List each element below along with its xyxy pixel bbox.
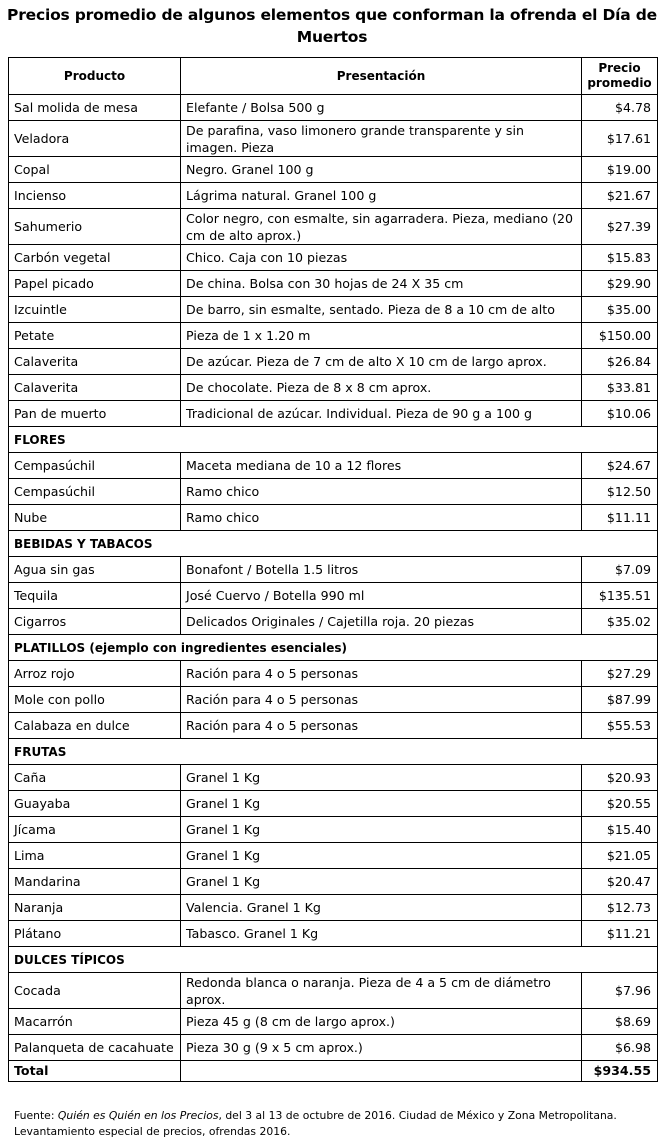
price-cell: $10.06 xyxy=(582,401,658,427)
presentation-cell: Ración para 4 o 5 personas xyxy=(181,661,582,687)
product-cell: Lima xyxy=(9,843,181,869)
product-cell: Sahumerio xyxy=(9,209,181,245)
header-price-line2: promedio xyxy=(587,76,652,90)
section-row xyxy=(9,739,658,765)
source-line2: Levantamiento especial de precios, ofrendas 2016. xyxy=(14,1125,291,1138)
table-row xyxy=(9,921,658,947)
table-row xyxy=(9,453,658,479)
header-product: Producto xyxy=(9,58,181,95)
total-label: Total xyxy=(9,1061,181,1082)
section-row xyxy=(9,427,658,453)
section-row xyxy=(9,531,658,557)
table-row xyxy=(9,765,658,791)
product-cell: Cempasúchil xyxy=(9,479,181,505)
price-cell: $150.00 xyxy=(582,323,658,349)
table-row xyxy=(9,1009,658,1035)
table-row xyxy=(9,973,658,1009)
product-cell: Tequila xyxy=(9,583,181,609)
price-cell: $20.47 xyxy=(582,869,658,895)
price-cell: $20.93 xyxy=(582,765,658,791)
table-row xyxy=(9,297,658,323)
presentation-cell: Redonda blanca o naranja. Pieza de 4 a 5 cm de diámetro aprox. xyxy=(181,973,582,1009)
product-cell: Mole con pollo xyxy=(9,687,181,713)
product-cell: Copal xyxy=(9,157,181,183)
table-row xyxy=(9,687,658,713)
table-row xyxy=(9,713,658,739)
price-cell: $12.73 xyxy=(582,895,658,921)
section-label: FLORES xyxy=(9,427,658,453)
price-cell: $35.02 xyxy=(582,609,658,635)
source-prefix: Fuente: xyxy=(14,1109,58,1122)
product-cell: Cempasúchil xyxy=(9,453,181,479)
price-cell: $12.50 xyxy=(582,479,658,505)
presentation-cell: Pieza 30 g (9 x 5 cm aprox.) xyxy=(181,1035,582,1061)
table-row xyxy=(9,401,658,427)
product-cell: Calaverita xyxy=(9,375,181,401)
table-row xyxy=(9,209,658,245)
presentation-cell: Tradicional de azúcar. Individual. Pieza de 90 g a 100 g xyxy=(181,401,582,427)
presentation-cell: De azúcar. Pieza de 7 cm de alto X 10 cm de largo aprox. xyxy=(181,349,582,375)
presentation-cell: De barro, sin esmalte, sentado. Pieza de 8 a 10 cm de alto xyxy=(181,297,582,323)
table-row xyxy=(9,583,658,609)
price-cell: $17.61 xyxy=(582,121,658,157)
presentation-cell: Bonafont / Botella 1.5 litros xyxy=(181,557,582,583)
price-cell: $135.51 xyxy=(582,583,658,609)
table-row xyxy=(9,843,658,869)
product-cell: Macarrón xyxy=(9,1009,181,1035)
table-row xyxy=(9,375,658,401)
table-row xyxy=(9,271,658,297)
total-price: $934.55 xyxy=(582,1061,658,1082)
product-cell: Izcuintle xyxy=(9,297,181,323)
source-italic: Quién es Quién en los Precios xyxy=(57,1109,219,1122)
presentation-cell: Ramo chico xyxy=(181,479,582,505)
product-cell: Sal molida de mesa xyxy=(9,95,181,121)
presentation-cell: Lágrima natural. Granel 100 g xyxy=(181,183,582,209)
section-label: FRUTAS xyxy=(9,739,658,765)
product-cell: Palanqueta de cacahuate xyxy=(9,1035,181,1061)
presentation-cell: José Cuervo / Botella 990 ml xyxy=(181,583,582,609)
presentation-cell: De china. Bolsa con 30 hojas de 24 X 35 cm xyxy=(181,271,582,297)
product-cell: Nube xyxy=(9,505,181,531)
table-row xyxy=(9,323,658,349)
product-cell: Incienso xyxy=(9,183,181,209)
table-row xyxy=(9,791,658,817)
header-price-line1: Precio xyxy=(598,61,641,75)
price-cell: $26.84 xyxy=(582,349,658,375)
table-body xyxy=(9,95,658,1061)
price-cell: $55.53 xyxy=(582,713,658,739)
product-cell: Caña xyxy=(9,765,181,791)
presentation-cell: Granel 1 Kg xyxy=(181,791,582,817)
table-row xyxy=(9,157,658,183)
price-cell: $29.90 xyxy=(582,271,658,297)
table-row xyxy=(9,121,658,157)
table-row xyxy=(9,869,658,895)
table-row xyxy=(9,661,658,687)
presentation-cell: Negro. Granel 100 g xyxy=(181,157,582,183)
table-row xyxy=(9,505,658,531)
section-row xyxy=(9,635,658,661)
presentation-cell: Granel 1 Kg xyxy=(181,843,582,869)
presentation-cell: Pieza 45 g (8 cm de largo aprox.) xyxy=(181,1009,582,1035)
price-cell: $6.98 xyxy=(582,1035,658,1061)
table-row xyxy=(9,895,658,921)
price-cell: $19.00 xyxy=(582,157,658,183)
product-cell: Pan de muerto xyxy=(9,401,181,427)
presentation-cell: Color negro, con esmalte, sin agarradera. Pieza, mediano (20 cm de alto aprox.) xyxy=(181,209,582,245)
header-presentation: Presentación xyxy=(181,58,582,95)
presentation-cell: Tabasco. Granel 1 Kg xyxy=(181,921,582,947)
price-cell: $21.67 xyxy=(582,183,658,209)
presentation-cell: Chico. Caja con 10 piezas xyxy=(181,245,582,271)
total-empty-cell xyxy=(181,1061,582,1082)
presentation-cell: Ración para 4 o 5 personas xyxy=(181,713,582,739)
table-row xyxy=(9,817,658,843)
product-cell: Calabaza en dulce xyxy=(9,713,181,739)
section-label: BEBIDAS Y TABACOS xyxy=(9,531,658,557)
price-cell: $27.39 xyxy=(582,209,658,245)
price-cell: $20.55 xyxy=(582,791,658,817)
price-cell: $33.81 xyxy=(582,375,658,401)
table-header-row xyxy=(9,58,658,95)
price-cell: $8.69 xyxy=(582,1009,658,1035)
product-cell: Carbón vegetal xyxy=(9,245,181,271)
table-row xyxy=(9,95,658,121)
price-cell: $15.83 xyxy=(582,245,658,271)
table-row xyxy=(9,183,658,209)
product-cell: Petate xyxy=(9,323,181,349)
source-note xyxy=(14,1108,654,1140)
product-cell: Papel picado xyxy=(9,271,181,297)
price-cell: $21.05 xyxy=(582,843,658,869)
product-cell: Naranja xyxy=(9,895,181,921)
price-cell: $7.09 xyxy=(582,557,658,583)
table-row xyxy=(9,479,658,505)
price-cell: $11.11 xyxy=(582,505,658,531)
price-cell: $24.67 xyxy=(582,453,658,479)
presentation-cell: Granel 1 Kg xyxy=(181,765,582,791)
table-title: Precios promedio de algunos elementos que conforman la ofrenda el Día de Muertos xyxy=(7,6,657,46)
product-cell: Jícama xyxy=(9,817,181,843)
presentation-cell: Ración para 4 o 5 personas xyxy=(181,687,582,713)
product-cell: Mandarina xyxy=(9,869,181,895)
presentation-cell: Valencia. Granel 1 Kg xyxy=(181,895,582,921)
presentation-cell: Granel 1 Kg xyxy=(181,817,582,843)
presentation-cell: De chocolate. Pieza de 8 x 8 cm aprox. xyxy=(181,375,582,401)
price-cell: $7.96 xyxy=(582,973,658,1009)
product-cell: Cocada xyxy=(9,973,181,1009)
product-cell: Arroz rojo xyxy=(9,661,181,687)
section-label: DULCES TÍPICOS xyxy=(9,947,658,973)
table-row xyxy=(9,557,658,583)
presentation-cell: Elefante / Bolsa 500 g xyxy=(181,95,582,121)
product-cell: Cigarros xyxy=(9,609,181,635)
table-row xyxy=(9,609,658,635)
table-row xyxy=(9,245,658,271)
section-row xyxy=(9,947,658,973)
product-cell: Plátano xyxy=(9,921,181,947)
table-row xyxy=(9,1035,658,1061)
table-row xyxy=(9,349,658,375)
product-cell: Agua sin gas xyxy=(9,557,181,583)
total-row xyxy=(9,1061,658,1082)
source-suffix: , del 3 al 13 de octubre de 2016. Ciudad de México y Zona Metropolitana. xyxy=(218,1109,617,1122)
presentation-cell: Ramo chico xyxy=(181,505,582,531)
product-cell: Calaverita xyxy=(9,349,181,375)
product-cell: Veladora xyxy=(9,121,181,157)
presentation-cell: Maceta mediana de 10 a 12 flores xyxy=(181,453,582,479)
price-cell: $15.40 xyxy=(582,817,658,843)
presentation-cell: Pieza de 1 x 1.20 m xyxy=(181,323,582,349)
price-table xyxy=(8,57,658,1082)
section-label: PLATILLOS (ejemplo con ingredientes esenciales) xyxy=(9,635,658,661)
price-cell: $35.00 xyxy=(582,297,658,323)
price-cell: $4.78 xyxy=(582,95,658,121)
product-cell: Guayaba xyxy=(9,791,181,817)
presentation-cell: Granel 1 Kg xyxy=(181,869,582,895)
price-cell: $11.21 xyxy=(582,921,658,947)
presentation-cell: Delicados Originales / Cajetilla roja. 20 piezas xyxy=(181,609,582,635)
presentation-cell: De parafina, vaso limonero grande transparente y sin imagen. Pieza xyxy=(181,121,582,157)
header-price xyxy=(582,58,658,95)
price-cell: $27.29 xyxy=(582,661,658,687)
price-cell: $87.99 xyxy=(582,687,658,713)
